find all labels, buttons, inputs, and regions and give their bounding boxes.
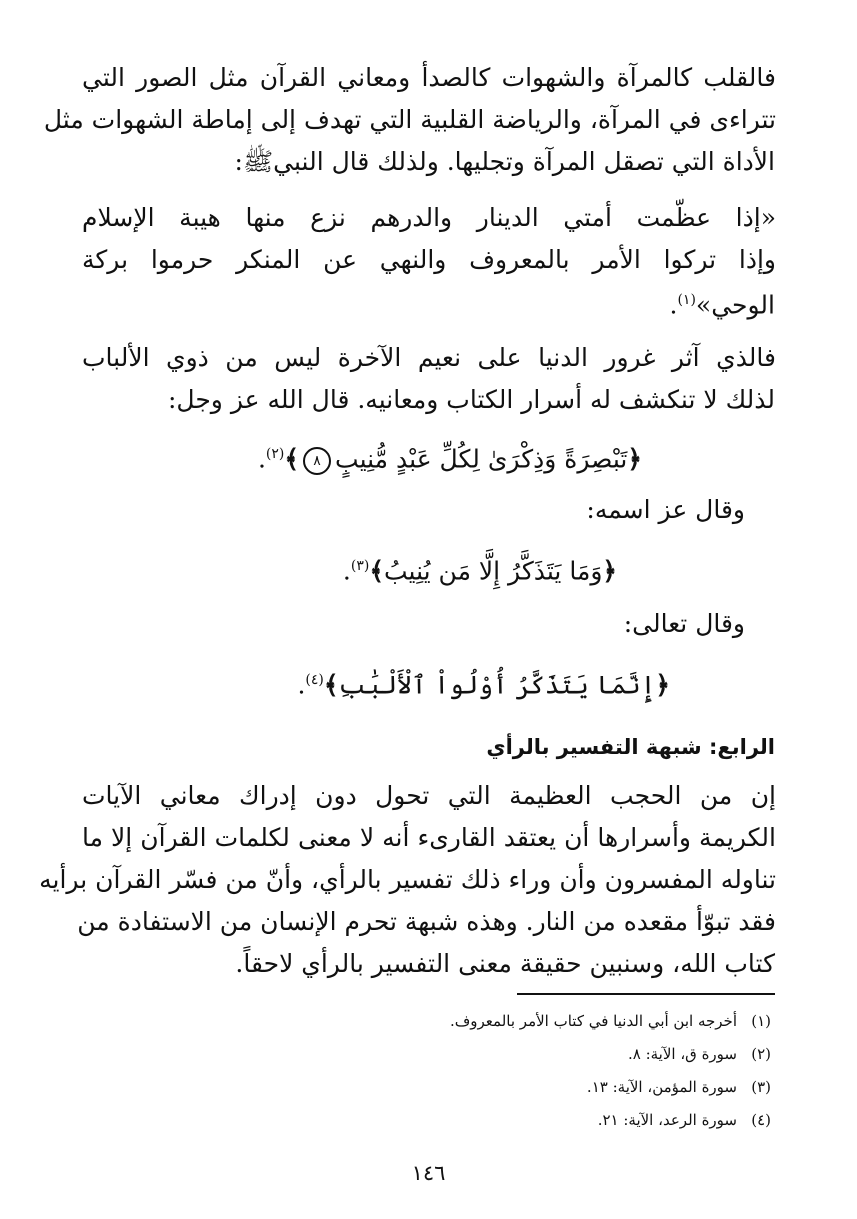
verse-open-bracket: ﴿	[655, 670, 670, 700]
verse-open-bracket: ﴿	[627, 444, 643, 474]
paragraph-3-line-2: الكريمة وأسرارها أن يعتقد القارىء أنه لا معنى لكلمات القرآن إلا ما	[82, 823, 776, 852]
paragraph-3-line-4: فقد تبوّأ مقعده من النار. وهذه شبهة تحرم الإنسان من الاستفادة من	[77, 907, 776, 936]
verse-2-text: وَمَا يَتَذَكَّرُ إِلَّا مَن يُنِيبُ	[384, 556, 603, 586]
period: .	[342, 556, 351, 586]
footnote-ref-4: (٤)	[305, 672, 324, 688]
hadith-line-2: وإذا تركوا الأمر بالمعروف والنهي عن المنكر حرموا بركة	[82, 245, 776, 274]
footnote-number: (١)	[751, 1012, 771, 1030]
verse-2	[290, 546, 670, 591]
verse-3	[297, 660, 670, 705]
footnote-text: سورة ق، الآية: ٨.	[627, 1045, 737, 1063]
period: .	[257, 444, 266, 474]
verse-3-text: إِنَّمَا يَتَذَكَّرُ أُوْلُواْ ٱلْأَلْبَٰبِ	[338, 670, 656, 700]
paragraph-2-line-1: فالذي آثر غرور الدنيا على نعيم الآخرة ليس من ذوي الألباب	[82, 343, 776, 372]
section-heading: الرابع: شبهة التفسير بالرأي	[486, 735, 775, 759]
footnote-number: (٣)	[751, 1078, 771, 1096]
footnote-2	[628, 1042, 771, 1066]
period: .	[297, 670, 306, 700]
ayah-number-icon: ٨	[303, 447, 331, 475]
hadith-end-text: الوحي»	[695, 290, 775, 320]
paragraph-3-line-3: تناوله المفسرون وأن وراء ذلك تفسير بالرأي، وأنّ من فسّر القرآن برأيه	[39, 865, 776, 894]
hadith-line-3	[670, 280, 776, 325]
paragraph-1-line-2: تتراءى في المرآة، والرياضة القلبية التي تهدف إلى إماطة الشهوات مثل	[43, 105, 776, 134]
footnote-3	[587, 1075, 771, 1099]
footnote-ref-2: (٢)	[265, 446, 285, 462]
paragraph-3-line-5: كتاب الله، وسنبين حقيقة معنى التفسير بالرأي لاحقاً.	[235, 949, 775, 978]
intro-3: وقال تعالى:	[623, 609, 745, 638]
verse-close-bracket: ﴾	[369, 556, 384, 586]
footnote-4	[598, 1108, 771, 1132]
paragraph-3-line-1: إن من الحجب العظيمة التي تحول دون إدراك معاني الآيات	[82, 781, 776, 810]
paragraph-1-line-3: الأداة التي تصقل المرآة وتجليها. ولذلك قال النبيﷺ:	[234, 147, 775, 176]
footnote-separator	[517, 993, 775, 995]
paragraph-1-line-1: فالقلب كالمرآة والشهوات كالصدأ ومعاني القرآن مثل الصور التي	[82, 63, 776, 92]
verse-1-text: تَبْصِرَةً وَذِكْرَىٰ لِكُلِّ عَبْدٍ مُّنِيبٍ	[335, 444, 628, 474]
verse-1	[200, 434, 700, 479]
hadith-line-1: «إذا عظّمت أمتي الدينار والدرهم نزع منها هيبة الإسلام	[82, 203, 776, 232]
footnote-1	[450, 1009, 771, 1033]
footnote-ref-1: (١)	[677, 292, 696, 308]
footnote-ref-3: (٣)	[350, 558, 370, 574]
footnote-text: سورة الرعد، الآية: ٢١.	[597, 1111, 737, 1129]
footnote-text: سورة المؤمن، الآية: ١٣.	[586, 1078, 737, 1096]
verse-open-bracket: ﴿	[602, 556, 618, 586]
verse-close-bracket: ﴾	[284, 444, 300, 474]
footnote-number: (٤)	[751, 1111, 771, 1129]
page-number: ١٤٦	[411, 1161, 446, 1185]
paragraph-2-line-2: لذلك لا تنكشف له أسرار الكتاب ومعانيه. قال الله عز وجل:	[168, 385, 775, 414]
intro-2: وقال عز اسمه:	[586, 495, 745, 524]
verse-close-bracket: ﴾	[323, 670, 339, 700]
footnote-number: (٢)	[751, 1045, 771, 1063]
period: .	[669, 290, 678, 320]
footnote-text: أخرجه ابن أبي الدنيا في كتاب الأمر بالمعروف.	[449, 1012, 737, 1030]
